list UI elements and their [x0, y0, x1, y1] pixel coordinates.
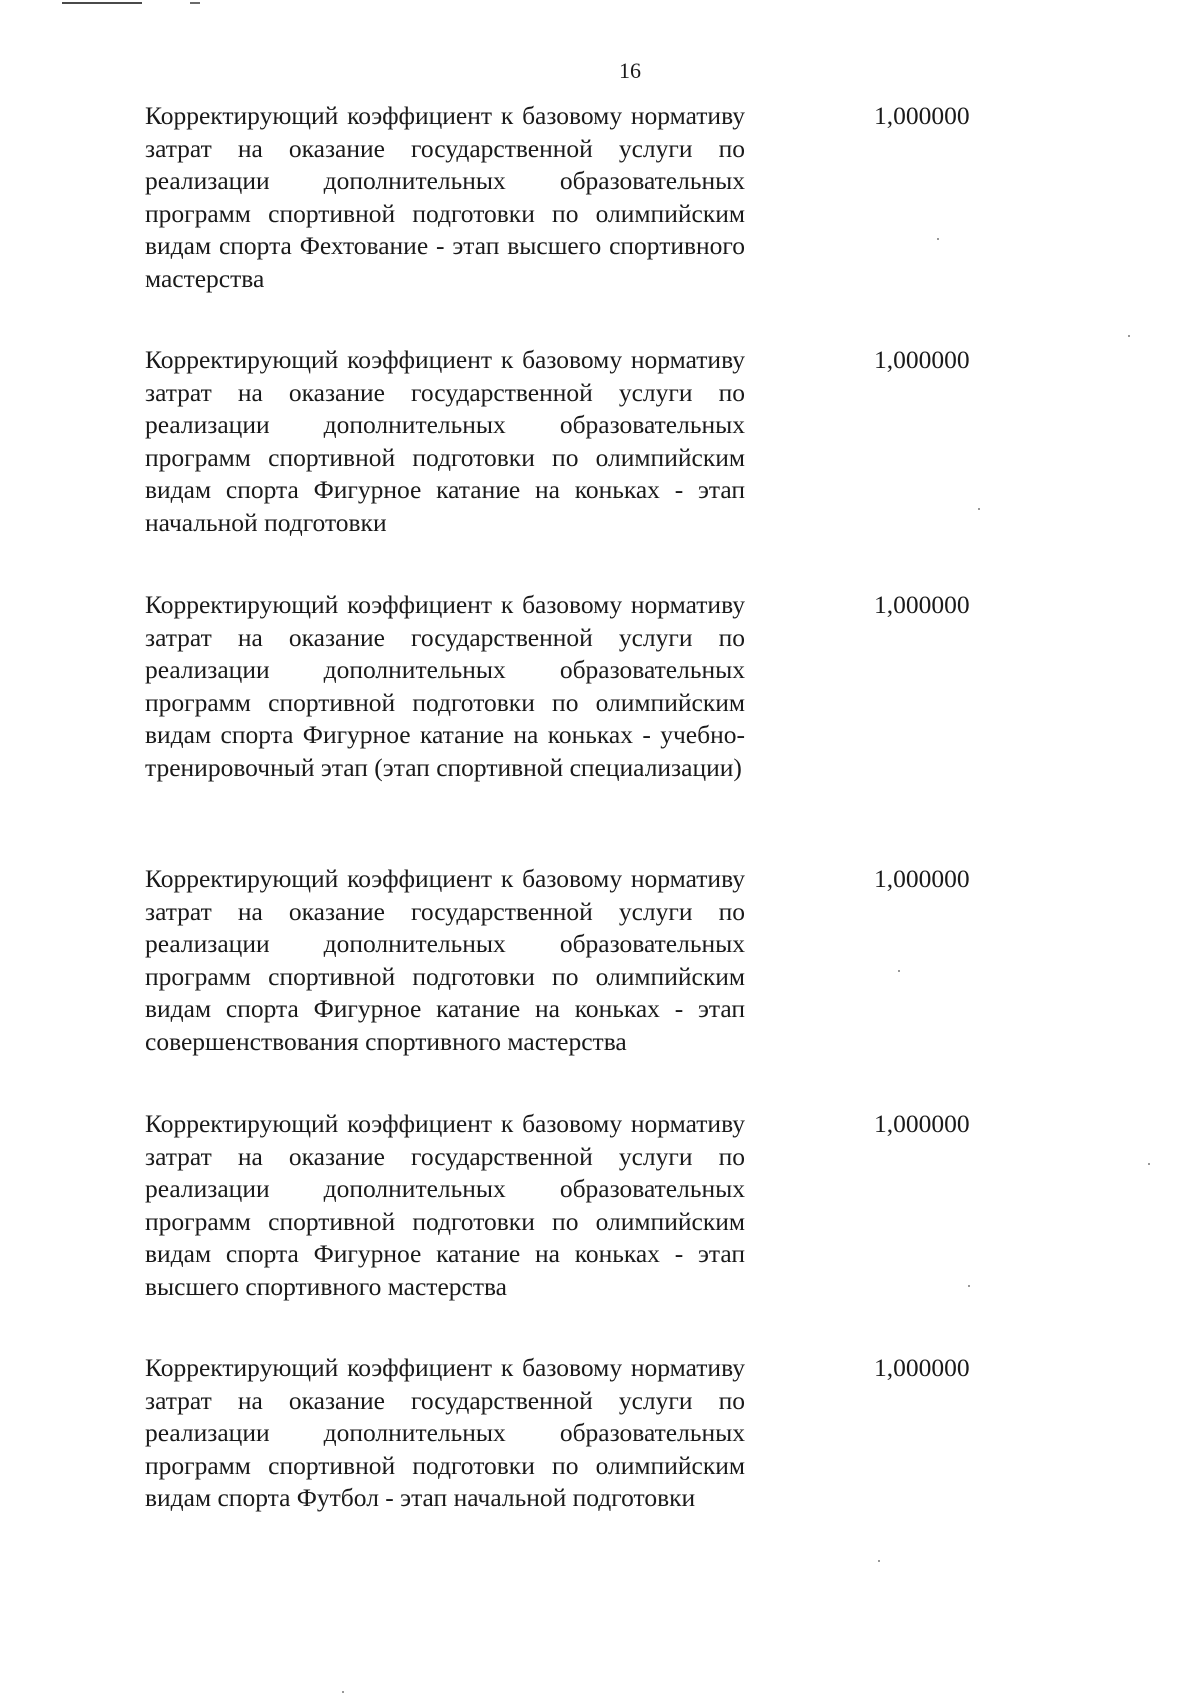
coefficient-entry — [145, 1108, 1145, 1303]
scan-speck — [878, 1560, 880, 1562]
coefficient-description: Корректирующий коэффициент к базовому нормативу затрат на оказание государственной услуги по реализации дополнительных образовательных программ спортивной подготовки по олимпийским видам спорта Фигурное катание на коньках - этап высшего спортивного мастерства — [145, 1109, 745, 1301]
coefficient-value: 1,000000 — [874, 1353, 970, 1382]
scan-speck — [968, 1285, 970, 1287]
scan-speck — [342, 1691, 344, 1693]
scan-speck — [937, 238, 939, 240]
scan-edge-mark — [62, 2, 142, 4]
coefficient-value: 1,000000 — [874, 864, 970, 893]
coefficient-description: Корректирующий коэффициент к базовому нормативу затрат на оказание государственной услуги по реализации дополнительных образовательных программ спортивной подготовки по олимпийским видам спорта Фигурное катание на коньках - этап начальной подготовки — [145, 345, 745, 537]
scan-edge-mark — [190, 2, 200, 4]
coefficient-entry — [145, 589, 1145, 784]
coefficient-value: 1,000000 — [874, 590, 970, 619]
scan-speck — [898, 970, 900, 972]
coefficient-value: 1,000000 — [874, 1109, 970, 1138]
coefficient-description: Корректирующий коэффициент к базовому нормативу затрат на оказание государственной услуги по реализации дополнительных образовательных программ спортивной подготовки по олимпийским видам спорта Фигурное катание на коньках - этап совершенствования спортивного мастерства — [145, 864, 745, 1056]
coefficient-entry — [145, 100, 1145, 295]
coefficient-entry — [145, 863, 1145, 1058]
coefficient-value: 1,000000 — [874, 345, 970, 374]
coefficient-description: Корректирующий коэффициент к базовому нормативу затрат на оказание государственной услуги по реализации дополнительных образовательных программ спортивной подготовки по олимпийским видам спорта Фигурное катание на коньках - учебно-тренировочный этап (этап спортивной специализации) — [145, 590, 745, 782]
coefficient-entry — [145, 344, 1145, 539]
page-number: 16 — [619, 58, 641, 83]
scan-speck — [1148, 1163, 1150, 1165]
coefficient-description: Корректирующий коэффициент к базовому нормативу затрат на оказание государственной услуги по реализации дополнительных образовательных программ спортивной подготовки по олимпийским видам спорта Фехтование - этап высшего спортивного мастерства — [145, 101, 745, 293]
coefficient-value: 1,000000 — [874, 101, 970, 130]
coefficient-description: Корректирующий коэффициент к базовому нормативу затрат на оказание государственной услуги по реализации дополнительных образовательных программ спортивной подготовки по олимпийским видам спорта Футбол - этап начальной подготовки — [145, 1353, 745, 1512]
scan-speck — [978, 508, 980, 510]
scan-speck — [1128, 335, 1130, 337]
coefficient-entry — [145, 1352, 1145, 1515]
